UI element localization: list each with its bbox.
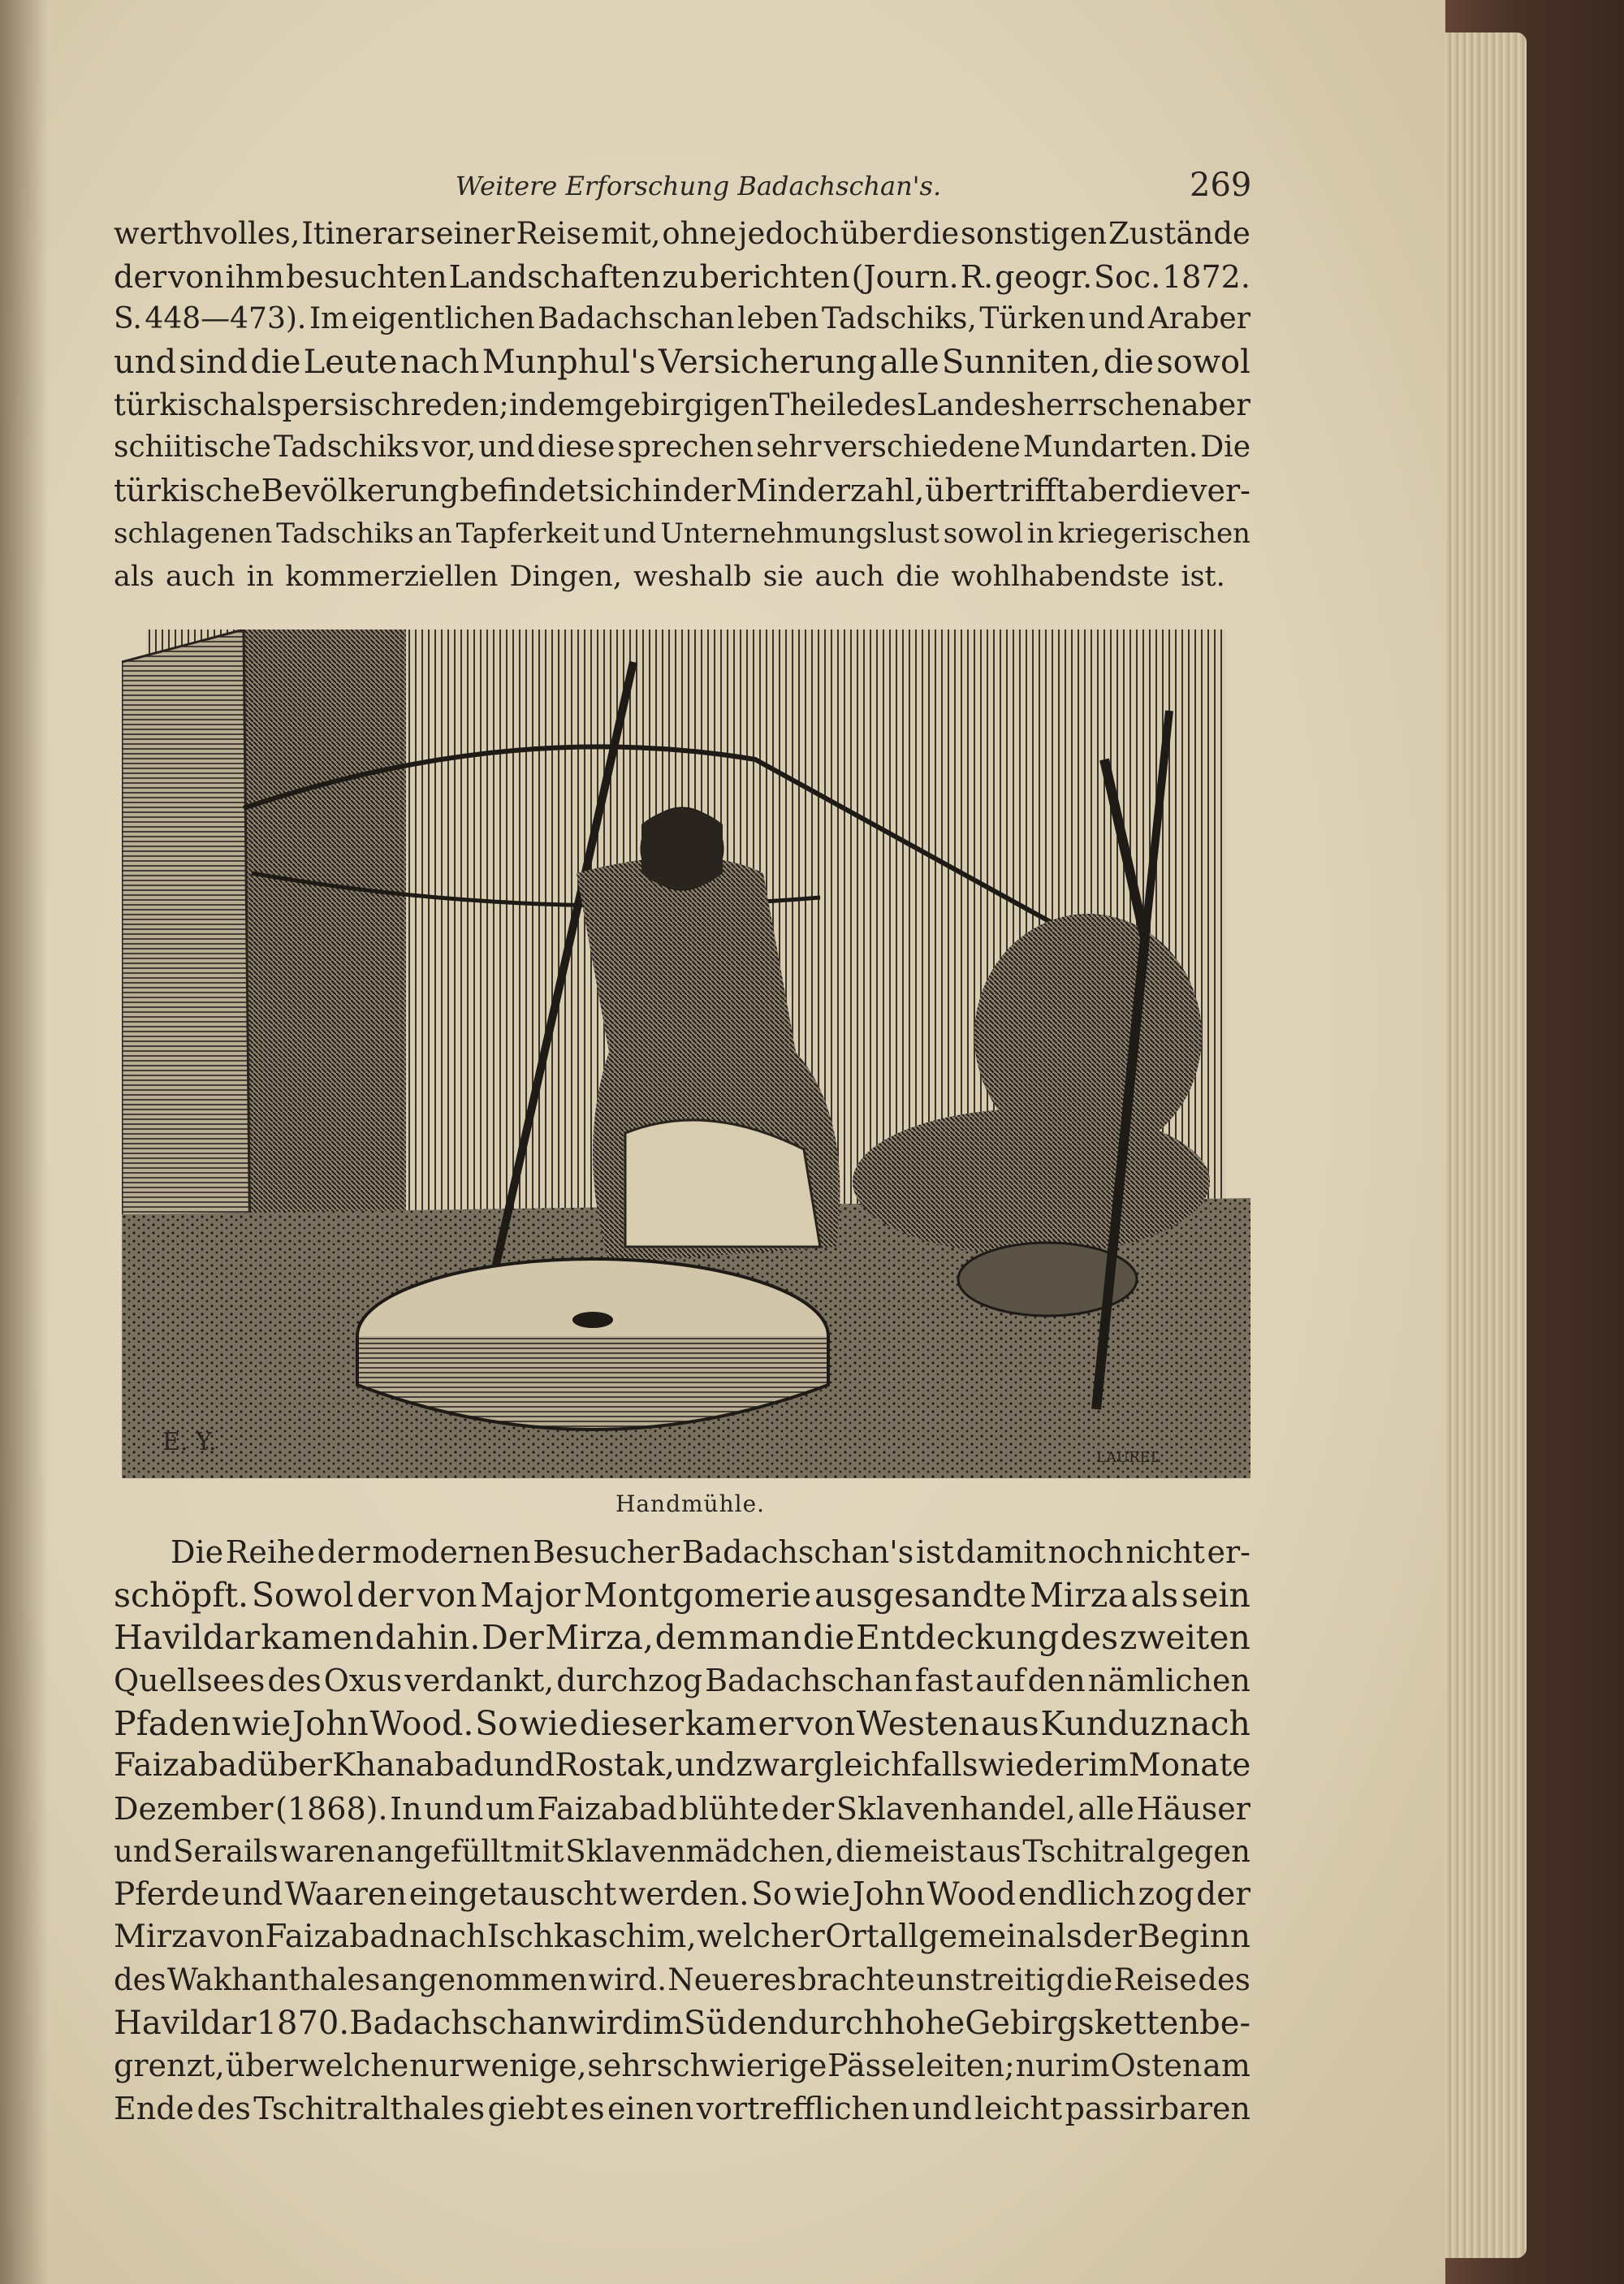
artist-signature: E. Y. [162,1428,217,1456]
word: Bevölkerung [261,473,460,509]
word: und [478,430,535,465]
word: ist [915,1534,954,1570]
word: diese [537,430,615,465]
word: Mirza [114,1918,207,1956]
word: welcher [697,1918,825,1956]
word: als [1130,1575,1179,1615]
word: berichten [699,258,850,295]
word: türkische [114,473,261,509]
word: Montgomerie [583,1575,812,1615]
word: aber [1069,473,1141,509]
word: kriegerischen [1057,517,1250,550]
word: türkisch [114,387,240,422]
text-line [114,2002,1250,2045]
word: die [1141,473,1190,509]
word: Unternehmungslust [660,517,939,550]
word: Wood. [369,1703,474,1743]
word: des [1060,1618,1119,1658]
word: wie [794,1875,851,1913]
word: einen [607,2090,694,2126]
word: alle [879,344,939,382]
word: es [570,2090,605,2126]
word: schlagenen [114,517,273,550]
word: zwar [736,1747,814,1784]
word: allgemein [879,1918,1037,1956]
word: Badachschan [349,2004,568,2042]
word: passirbaren [1065,2090,1250,2126]
word: und [603,517,657,550]
word: mit, [600,216,661,251]
word: die [250,344,301,382]
word: zu [662,258,698,295]
running-title: Weitere Erforschung Badachschan's. [455,171,942,201]
word: Khanabad [331,1747,494,1784]
word: modernen [372,1534,531,1570]
word: Westen [856,1703,980,1743]
word: noch [1047,1534,1124,1570]
word: Badachschan's [681,1534,914,1570]
word: auch [166,560,235,593]
word: von [167,258,224,295]
engraver-signature: LAUREL [1096,1449,1160,1466]
word: Zustände [1108,216,1250,251]
word: von [417,1575,477,1615]
word: Reihe [225,1534,315,1570]
engraving-handmill [122,629,1250,1478]
word: die [1103,344,1154,382]
word: und [1088,302,1146,336]
word: Kunduz [1040,1703,1168,1743]
text-line [114,1959,1250,2002]
word: kamen [261,1618,374,1658]
word: Im [309,302,349,336]
word: nur [409,2048,464,2084]
text-line [114,2087,1250,2130]
word: nämlichen [1087,1663,1250,1699]
word: er- [1207,1534,1250,1570]
word: auch [814,560,885,593]
figure-caption: Handmühle. [615,1490,766,1517]
word: des [267,1663,322,1699]
word: S. [114,302,142,336]
word: wie [519,1703,578,1743]
word: Serails [173,1833,279,1869]
word: dem [654,1618,728,1658]
word: sie [762,560,804,593]
gutter-shadow [0,0,49,2284]
text-line [114,298,1250,341]
text-line [114,341,1250,384]
word: welche [298,2048,409,2084]
word: die [802,1618,855,1658]
word: besuchten [285,258,447,295]
page-number: 269 [1190,167,1252,204]
word: persisch [282,387,411,422]
word: Badachschan [538,302,735,336]
word: Faizabad [114,1747,258,1784]
word: Entdeckung [855,1618,1060,1658]
text-line [114,1874,1250,1917]
word: unstreitig [916,1962,1065,1997]
word: schöpft. [114,1575,249,1615]
text-line [114,469,1250,513]
word: herrschen [1026,387,1181,422]
word: befindet [460,473,589,509]
word: nach [1168,1703,1250,1743]
word: verschiedene [823,430,1021,465]
word: über [840,216,911,251]
word: Tadschiks [276,517,414,550]
word: Munphul's [482,344,656,382]
text-line [114,213,1250,256]
word: vor, [421,430,477,465]
word: dieser [579,1703,685,1743]
word: wenige, [464,2048,587,2084]
word: Faizabad [265,1918,409,1956]
word: des [197,2090,251,2126]
paragraph-2 [114,1531,1250,2130]
word: eigentlichen [351,302,535,336]
word: Tschitral [1022,1833,1156,1869]
word: wohlhabendste [951,560,1170,593]
word: Wakhanthales [166,1962,381,1997]
word: der [682,473,736,509]
word: sind [179,344,248,382]
word: und [912,2090,972,2126]
word: über [257,1747,332,1784]
word: Türken [979,302,1086,336]
text-line [114,1531,1250,1574]
word: die [912,216,960,251]
word: in [1027,517,1054,550]
word: be- [1199,2004,1250,2042]
word: werthvolles, [114,216,300,251]
word: Die [171,1534,224,1570]
text-line [114,1574,1250,1617]
word: der [114,258,166,295]
word: gleichfalls [814,1747,978,1784]
word: die [836,1833,883,1869]
word: im [1088,1747,1129,1784]
word: John [292,1703,369,1743]
word: ihm [225,258,285,295]
word: nach [408,1918,487,1956]
word: Reise [1113,1962,1198,1997]
word: Rostak, [555,1747,676,1784]
word: sehr [756,430,822,465]
word: Quellsees [114,1663,266,1699]
text-line [114,1616,1250,1659]
word: brachte [797,1962,915,1997]
word: nach [400,344,480,382]
word: aus [980,1703,1039,1743]
word: der [781,1791,835,1828]
text-line [114,2044,1250,2087]
word: Theile [769,387,864,422]
word: sein [1181,1575,1250,1615]
word: des [114,1962,166,1997]
word: leicht [974,2090,1063,2126]
word: sowol [1156,344,1250,382]
word: ausgesandte [814,1575,1027,1615]
word: Soc. [1094,258,1161,295]
word: Gebirgsketten [965,2004,1200,2042]
word: und [424,1791,484,1828]
word: zog [1138,1875,1194,1913]
word: Oxus [323,1663,403,1699]
text-line [114,1831,1250,1874]
word: Mirza, [545,1618,654,1658]
word: und [222,1875,283,1913]
word: verdankt, [404,1663,555,1699]
word: So [751,1875,793,1913]
text-line [114,426,1250,469]
word: sonstigen [960,216,1108,251]
word: kommerziellen [285,560,499,593]
word: zweiten [1119,1618,1250,1658]
word: alle [1078,1791,1134,1828]
word: Landes [916,387,1026,422]
word: Leute [303,344,398,382]
word: Havildar [114,2004,257,2042]
word: hohe [883,2004,965,2042]
word: leiten; [915,2048,1015,2084]
word: meist [883,1833,968,1869]
word: Sklavenhandel, [836,1791,1076,1828]
word: angefüllt [376,1833,512,1869]
word: von [795,1703,856,1743]
word: Faizabad [537,1791,677,1828]
word: den [1027,1663,1086,1699]
word: aus [968,1833,1021,1869]
word: Major [480,1575,581,1615]
text-line [114,1745,1250,1788]
word: durch [788,2004,884,2042]
text-line [114,1659,1250,1702]
word: 448—473). [145,302,307,336]
word: Minderzahl, [736,473,925,509]
word: der [356,1575,414,1615]
word: Sklavenmädchen, [565,1833,835,1869]
word: In [390,1791,422,1828]
word: werden. [618,1875,749,1913]
word: gebirgigen [603,387,770,422]
word: fast [914,1663,974,1699]
word: Waaren [285,1875,408,1913]
word: 1870. [256,2004,350,2042]
word: Besucher [533,1534,680,1570]
word: er [758,1703,794,1743]
word: Mirza [1030,1575,1128,1615]
word: 1872. [1162,258,1250,295]
word: Neueres [667,1962,797,1997]
word: (Journ. [851,258,959,295]
word: angenommen [381,1962,588,1997]
word: Versicherung [658,344,878,382]
word: blühte [679,1791,780,1828]
word: und [114,344,177,382]
word: Beginn [1137,1918,1250,1956]
word: und [675,1747,736,1784]
text-line [114,1916,1250,1959]
word: Tadschiks, [821,302,977,336]
word: ist. [1181,560,1225,593]
word: des [1198,1962,1250,1997]
paragraph-1 [114,213,1250,598]
word: endlich [1017,1875,1136,1913]
word: durchzog [556,1663,703,1699]
word: ver- [1190,473,1250,509]
word: (1868). [275,1791,388,1828]
word: Pferde [114,1875,220,1913]
word: weshalb [633,560,752,593]
word: wird [568,2004,643,2042]
word: Ort [825,1918,879,1956]
word: mit [513,1833,564,1869]
word: Süden [684,2004,788,2042]
word: Dezember [114,1791,274,1828]
word: um [486,1791,535,1828]
word: Sunniten, [941,344,1101,382]
word: John [852,1875,926,1913]
word: wie [231,1703,292,1743]
word: Tapferkeit [456,517,599,550]
word: reden; [410,387,509,422]
word: Tadschiks [274,430,420,465]
text-line [114,513,1250,556]
handmill-illustration [122,629,1250,1478]
word: im [1070,2048,1110,2084]
word: Pässe [827,2048,916,2084]
text-line [114,256,1250,299]
word: Häuser [1136,1791,1250,1828]
word: in [246,560,274,593]
word: eingetauscht [408,1875,617,1913]
word: Pfaden [114,1703,231,1743]
word: Die [1200,430,1250,465]
word: sowol [943,517,1024,550]
word: kam [685,1703,757,1743]
word: Reise [516,216,600,251]
word: Sowol [251,1575,354,1615]
word: der [1196,1875,1250,1913]
word: als [1037,1918,1083,1956]
word: dahin. [374,1618,481,1658]
word: man [728,1618,802,1658]
word: seiner [420,216,515,251]
text-line [114,1702,1250,1745]
word: und [114,1833,172,1869]
word: des [863,387,917,422]
word: dem [538,387,604,422]
word: in [652,473,683,509]
word: Monate [1128,1747,1251,1784]
word: damit [956,1534,1046,1570]
word: der [317,1534,370,1570]
word: von [207,1918,265,1956]
word: die [896,560,940,593]
word: giebt [487,2090,568,2126]
word: sprechen [617,430,754,465]
word: nicht [1125,1534,1205,1570]
word: Araber [1147,302,1250,336]
text-line [114,556,1250,599]
word: So [475,1703,518,1743]
word: auf [975,1663,1026,1699]
word: über [225,2048,299,2084]
word: Tschitralthales [253,2090,486,2126]
word: aber [1181,387,1250,422]
word: schiitische [114,430,271,465]
word: grenzt, [114,2048,225,2084]
word: wird. [588,1962,667,1997]
word: und [494,1747,555,1784]
word: Landschaften [448,258,661,295]
word: schwierige [656,2048,827,2084]
word: die [1065,1962,1113,1997]
word: jedoch [738,216,839,251]
word: sich [589,473,652,509]
word: gegen [1156,1833,1250,1869]
word: als [114,560,155,593]
text-line [114,1788,1250,1831]
word: Mundarten. [1022,430,1199,465]
word: Ischkaschim, [486,1918,697,1956]
word: waren [279,1833,375,1869]
text-line [114,384,1250,427]
word: übertrifft [925,473,1069,509]
word: im [642,2004,684,2042]
word: in [509,387,538,422]
word: vortrefflichen [696,2090,910,2126]
word: an [417,517,452,550]
word: Dingen, [509,560,623,593]
word: Havildar [114,1618,260,1658]
word: leben [737,302,819,336]
word: Badachschan [705,1663,913,1699]
word: Osten [1110,2048,1203,2084]
word: am [1203,2048,1250,2084]
word: geogr. [995,258,1093,295]
word: Der [481,1618,544,1658]
word: ohne [662,216,737,251]
word: Wood [926,1875,1017,1913]
word: wieder [978,1747,1089,1784]
word: R. [960,258,994,295]
word: nur [1015,2048,1070,2084]
word: der [1082,1918,1138,1956]
word: Itinerar [301,216,419,251]
word: Ende [114,2090,195,2126]
word: sehr [587,2048,656,2084]
word: als [239,387,283,422]
